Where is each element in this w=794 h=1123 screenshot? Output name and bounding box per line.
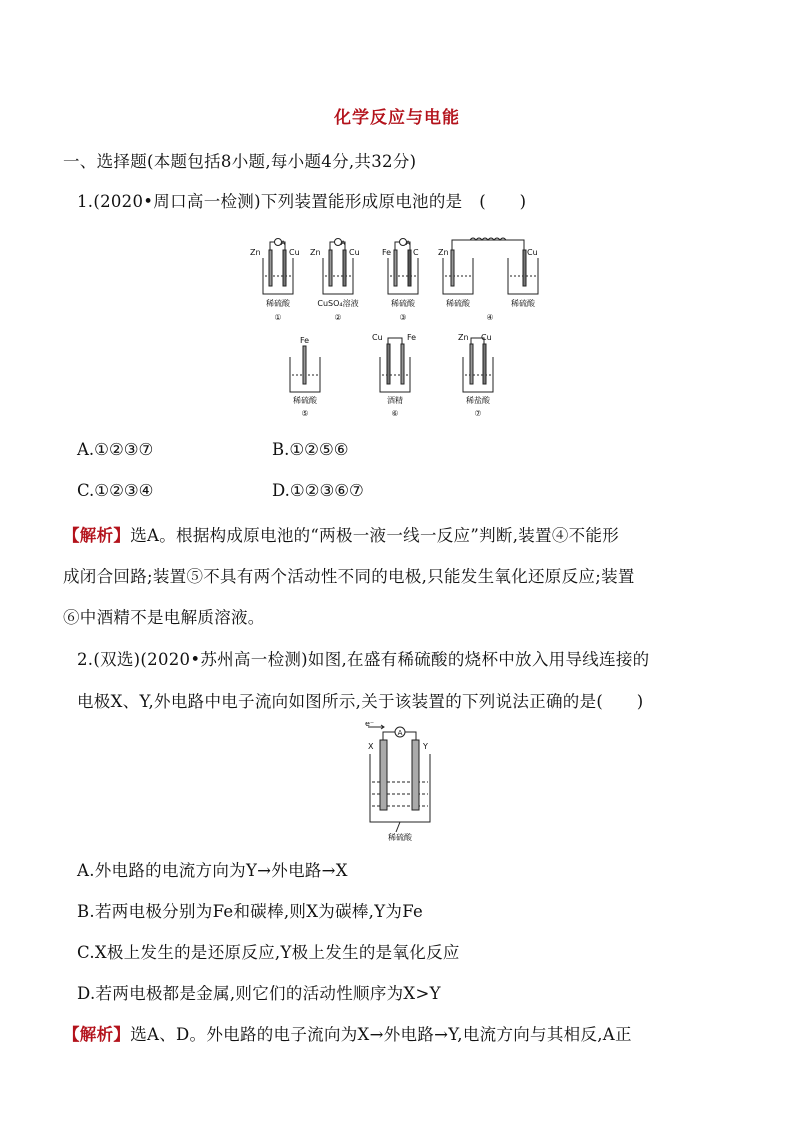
svg-text:A: A — [405, 240, 411, 247]
label-zn-4: Zn — [438, 248, 449, 257]
page-title: 化学反应与电能 — [334, 108, 460, 128]
label-cu-7: Cu — [481, 333, 492, 342]
q2-apparatus-figure — [360, 722, 440, 842]
question-2-stem-line-2: 电极X、Y,外电路中电子流向如图所示,关于该装置的下列说法正确的是( ) — [77, 692, 644, 711]
apparatus-num-6: ⑥ — [391, 409, 399, 418]
question-2-stem-line-1: 2.(双选)(2020•苏州高一检测)如图,在盛有稀硫酸的烧杯中放入用导线连接的 — [77, 650, 650, 669]
label-cu-2: Cu — [349, 248, 360, 257]
label-zn-2: Zn — [310, 248, 321, 257]
q1-option-d: D.①②③⑥⑦ — [272, 481, 364, 500]
solution-label-4a: 稀硫酸 — [446, 299, 470, 308]
svg-text:A: A — [397, 729, 403, 737]
apparatus-2 — [323, 239, 353, 295]
label-cu-1: Cu — [289, 248, 300, 257]
analysis-text: 选A。根据构成原电池的“两极一液一线一反应”判断,装置④不能形 — [130, 526, 620, 545]
q1-analysis-line-1 — [63, 522, 619, 546]
apparatus-7 — [463, 338, 493, 392]
electron-label: e⁻ — [365, 722, 375, 728]
apparatus-num-2: ② — [334, 313, 342, 322]
q1-analysis-line-3: ⑥中酒精不是电解质溶液。 — [63, 608, 265, 627]
solution-label-5: 稀硫酸 — [293, 396, 317, 405]
electrode-x-label: X — [368, 742, 374, 751]
q1-apparatus-figure — [245, 232, 555, 422]
analysis-tag: 【解析】 — [63, 526, 131, 545]
analysis-tag-2: 【解析】 — [63, 1025, 131, 1044]
apparatus-4 — [443, 238, 538, 294]
label-fe-5: Fe — [300, 336, 310, 345]
label-fe-6: Fe — [407, 333, 417, 342]
q2-option-a: A.外电路的电流方向为Y→外电路→X — [77, 861, 348, 880]
q1-option-c: C.①②③④ — [77, 481, 154, 500]
solution-label-6: 酒精 — [387, 396, 403, 405]
solution-label-3: 稀硫酸 — [391, 299, 415, 308]
apparatus-3 — [388, 239, 418, 295]
svg-text:A: A — [340, 240, 346, 247]
question-1-stem: 1.(2020•周口高一检测)下列装置能形成原电池的是 ( ) — [77, 192, 527, 211]
label-c-3: C — [413, 248, 419, 257]
q2-option-c: C.X极上发生的是还原反应,Y极上发生的是氧化反应 — [77, 943, 460, 962]
label-cu-6: Cu — [372, 333, 383, 342]
label-fe-3: Fe — [382, 248, 392, 257]
solution-label: 稀硫酸 — [388, 833, 412, 842]
label-cu-4: Cu — [527, 248, 538, 257]
analysis-text-2: 选A、D。外电路的电子流向为X→外电路→Y,电流方向与其相反,A正 — [130, 1025, 632, 1044]
apparatus-5 — [290, 346, 320, 392]
apparatus-num-3: ③ — [399, 313, 407, 322]
solution-label-4b: 稀硫酸 — [511, 299, 535, 308]
q1-option-b: B.①②⑤⑥ — [272, 440, 349, 459]
q2-option-d: D.若两电极都是金属,则它们的活动性顺序为X>Y — [77, 984, 441, 1003]
svg-text:A: A — [280, 240, 286, 247]
electrode-y-label: Y — [423, 742, 428, 751]
solution-label-7: 稀盐酸 — [466, 396, 490, 405]
apparatus-num-1: ① — [274, 313, 282, 322]
q1-analysis-line-2: 成闭合回路;装置⑤不具有两个活动性不同的电极,只能发生氧化还原反应;装置 — [63, 567, 635, 586]
label-zn-7: Zn — [458, 333, 469, 342]
apparatus-num-5: ⑤ — [301, 409, 309, 418]
q2-option-b: B.若两电极分别为Fe和碳棒,则X为碳棒,Y为Fe — [77, 902, 424, 921]
q1-option-a: A.①②③⑦ — [77, 440, 154, 459]
section-heading: 一、选择题(本题包括8小题,每小题4分,共32分) — [63, 152, 417, 171]
apparatus-6 — [380, 338, 410, 392]
label-zn-1: Zn — [250, 248, 261, 257]
apparatus-num-4: ④ — [486, 313, 494, 322]
apparatus-1 — [263, 239, 293, 295]
solution-label-2: CuSO₄溶液 — [317, 299, 359, 308]
apparatus-num-7: ⑦ — [474, 409, 482, 418]
q2-analysis-line-1 — [63, 1021, 632, 1045]
solution-label-1: 稀硫酸 — [266, 299, 290, 308]
